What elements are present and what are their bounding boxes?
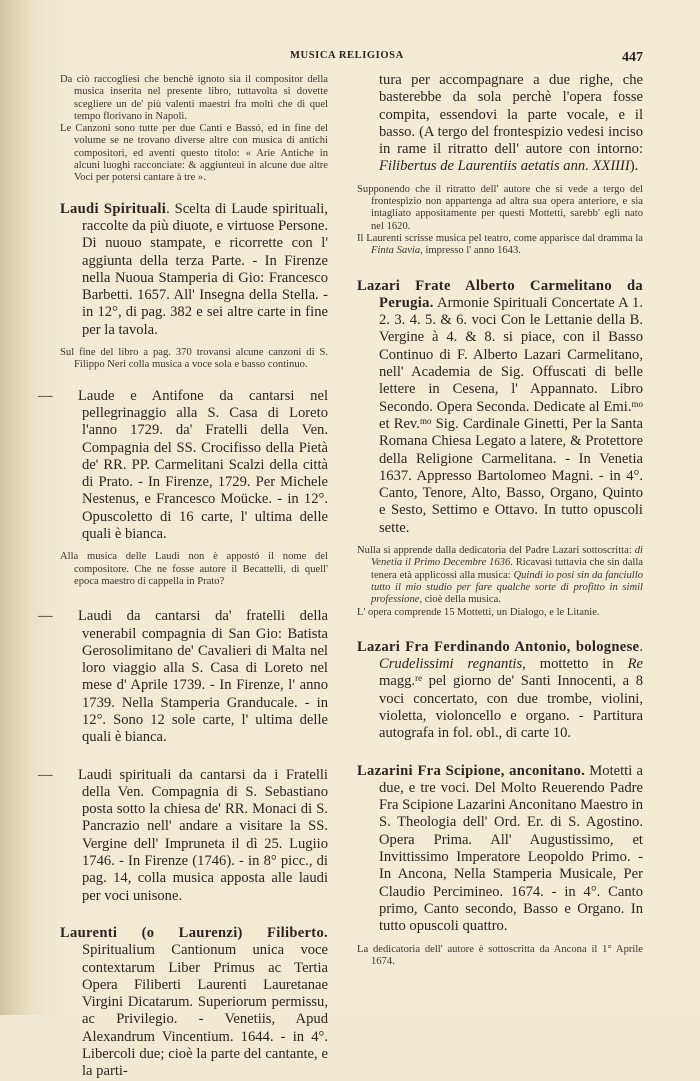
entry-heading: Laurenti (o Laurenzi) Filiberto. bbox=[60, 924, 328, 941]
entry-laudi-cantarsi bbox=[38, 608, 328, 746]
note-dedicatoria-lazarini: La dedicatoria dell' autore è sottoscritta da Ancona il 1° Aprile 1674. bbox=[357, 943, 643, 967]
entry-laudi-spirituali bbox=[60, 201, 328, 339]
superscript: mo bbox=[631, 398, 643, 409]
portrait-inscription: Filibertus de Laurentiis aetatis ann. XXIIII bbox=[379, 158, 630, 175]
key-name: Re bbox=[627, 656, 644, 673]
entry-text: tura per accompagnare a due righe, che basterebbe da sola perchè l'opera fosse compita, essendovi la parte vocale, e il basso. (A tergo del frontespizio vedesi inciso in rame il ritratto dell' autore con intorno: bbox=[379, 72, 643, 158]
entry-text: Laudi da cantarsi da' fratelli della venerabil compagnia di San Gio: Batista Gerosolimitano de' Cavalieri di Malta nel loro viaggio alla S. Casa di Loreto nel mese d' Aprile 1739. - In Firenze, l' anno 1739. Nella Stamperia Granducale. - in 12°. Sono 12 sole carte, l' ultima delle quali è bianca. bbox=[78, 608, 328, 746]
note-text: Il Laurenti scrisse musica pel teatro, come apparisce dal dramma la bbox=[357, 232, 643, 244]
entry-heading: Lazari Fra Ferdinando Antonio, bolognese bbox=[357, 638, 640, 655]
note-text: . Ricavasi tuttavia che sin dalla tenera età applicossi alla musica: bbox=[371, 557, 644, 581]
entry-text: Armonie Spirituali Concertate A 1. 2. 3. 4. 5. & 6. voci Con le Lettanie della B. Vergine à 4. & 8. si piace, con il Basso Continuo di F. Alberto Lazari Carmelitano, nell' Academia de Sig. Offuscati di belle lettere in Cesena, l' Appannato. Libro Secondo. Opera Seconda. Dedicate al Emi. bbox=[379, 294, 643, 415]
page-number: 447 bbox=[622, 50, 643, 65]
ditto-dash: — bbox=[38, 766, 53, 783]
entry-text: Motetti a due, e tre voci. Del Molto Reuerendo Padre Fra Scipione Lazarini Anconitano Maestro in S. Theologia dell' Ord. Er. di S. Agostino. Opera Prima. All' Augustissimo, et Invittissimo Imperatore Leopoldo Primo. - In Ancona, Nella Stamperia Musicale, Per Claudio Percimineo. 1674. - in 4°. Canto primo, Canto secondo, Basso e Organo. In tutto opuscoli quattro. bbox=[379, 762, 643, 935]
note-napoli: Da ciò raccogliesi che benchè ignoto sia il compositor della musica inserita nel presente libro, tuttavolta si dovette scegliere un de' più valenti maestri fra molti che di quel tempo florivano in Napoli. bbox=[60, 74, 328, 122]
entry-laurenti-continued bbox=[357, 72, 643, 176]
entry-text: Sig. Cardinale Ginetti, Per la Santa Romana Chiesa Legato a latere, & Protettore della Religione Carmelitana. - In Venetia 1637. Appresso Bartolomeo Magni. - in 4°. Canto, Tenore, Alto, Basso, Organo, Quinto e Sesto, Settimo e Ottavo. In tutto opuscoli sette. bbox=[379, 415, 644, 536]
entry-laudi-spirituali-sebastiano bbox=[38, 766, 328, 905]
entry-text: magg. bbox=[379, 673, 416, 690]
entry-laude-antifone bbox=[38, 387, 328, 544]
note-teatro bbox=[357, 233, 643, 258]
note-text: , impresso l' anno 1643. bbox=[420, 245, 521, 257]
work-title: Crudelissimi regnantis bbox=[379, 656, 523, 673]
quote-date: di Venetia il Primo Decembre 1636 bbox=[371, 545, 643, 569]
running-head: MUSICA RELIGIOSA bbox=[290, 50, 404, 61]
entry-text: . bbox=[639, 638, 643, 655]
entry-text-end: ). bbox=[629, 158, 639, 175]
left-column bbox=[38, 72, 328, 1081]
entry-text: , mottetto in bbox=[522, 656, 628, 673]
note-ritratto: Supponendo che il ritratto dell' autore che si vede a tergo del frontespizio non appartenga ad altra sua opera anteriore, e sia intagliato appositamente per questi Mottetti, sarebb' egli nato nel 1620. bbox=[357, 183, 643, 232]
ditto-dash: — bbox=[38, 608, 53, 625]
superscript: mo bbox=[419, 415, 432, 426]
right-column bbox=[357, 72, 643, 968]
entry-text: et Rev. bbox=[379, 415, 420, 432]
entry-text: pel giorno de' Santi Innocenti, a 8 voci concertato, con due trombe, violini, violetta, violoncello e organo. - Partitura autografa in fol. obl., di carte 10. bbox=[379, 673, 643, 742]
quote-text: Quindi io posi sin da fanciullo tutto il mio studio per fare qualche sorte di profitto in simil professione bbox=[371, 569, 643, 606]
ditto-dash: — bbox=[38, 387, 53, 404]
entry-lazari-alberto bbox=[357, 278, 643, 537]
entry-lazarini bbox=[357, 763, 643, 936]
note-canzoni-neri: Sul fine del libro a pag. 370 trovansi alcune canzoni di S. Filippo Neri colla musica a voce sola e basso continuo. bbox=[60, 347, 328, 371]
note-canzoni: Le Canzoni sono tutte per due Canti e Bassó, ed in fine del volume se ne trovano diverse altre con musica di antichi compositori, ed aventi questo titolo: « Arie Antiche in alcuni luoghi racconciate: & aggiunteui in alcune due altre Voci per potersi cantare à tre ». bbox=[60, 123, 328, 184]
note-dedicatoria-lazari bbox=[357, 545, 643, 606]
entry-lazari-ferdinando bbox=[357, 639, 643, 743]
entry-text: . Scelta di Laude spirituali, raccolte da più diuote, e virtuose Persone. Di nuouo stampate, e ricorrette con l' aggiunta della terza Parte. - In Firenze nella Nuoua Stamperia di Gio: Francesco Barbetti. 1657. All' Insegna della Stella. - in 12°, di pag. 382 e sei altre carte in fine per la tavola. bbox=[82, 200, 328, 338]
note-mottetti: L' opera comprende 15 Mottetti, un Dialogo, e le Litanie. bbox=[357, 606, 600, 618]
entry-heading: Lazarini Fra Scipione, anconitano. bbox=[357, 762, 586, 779]
entry-text: Spiritualium Cantionum unica voce contextarum Liber Primus ac Tertia Opera Filiberti Laurenti Lauretanae Virgini Dicatarum. Superiorum permissu, ac Privilegio. - Venetiis, Apud Alexandrum Vincentium. 1644. - in 4°. Libercoli due; cioè la parte del cantante, e la parti- bbox=[82, 942, 328, 1080]
note-becattelli: Alla musica delle Laudi non è appostó il nome del compositore. Che ne fosse autore il Becattelli, di quell' epoca maestro di cappella in Prato? bbox=[60, 551, 328, 587]
superscript: re bbox=[415, 673, 423, 684]
entry-text: Laudi spirituali da cantarsi da i Fratelli della Ven. Compagnia di S. Sebastiano posta sotto la chiesa de' RR. Monaci di S. Pancrazio nell' andare a visitare la SS. Vergine dell' Impruneta il dì 25. Lugiio 1746. - In Firenze (1746). - in 8° picc., di pag. 14, colla musica apposta alle laudi per voci unisone. bbox=[78, 766, 328, 904]
entry-laurenti bbox=[60, 925, 328, 1081]
entry-heading: Lazari Frate Alberto Carmelitano da Perugia. bbox=[357, 277, 643, 311]
entry-heading: Laudi Spirituali bbox=[60, 200, 167, 217]
note-text: , cioè della musica. bbox=[419, 594, 501, 606]
entry-text: Laude e Antifone da cantarsi nel pellegrinaggio alla S. Casa di Loreto l'anno 1729. da' Fratelli della Ven. Compagnia del SS. Crocifisso della Pietà de' RR. PP. Carmelitani Scalzi della città di Prato. - In Firenze, 1729. Per Michele Nestenus, e Francesco Moücke. - in 12°. Opuscoletto di 16 carte, l' ultima delle quali è bianca. bbox=[78, 387, 328, 543]
drama-title: Finta Savia bbox=[371, 245, 421, 257]
note-text: Nulla si apprende dalla dedicatoria del Padre Lazari sottoscritta: bbox=[357, 545, 635, 557]
